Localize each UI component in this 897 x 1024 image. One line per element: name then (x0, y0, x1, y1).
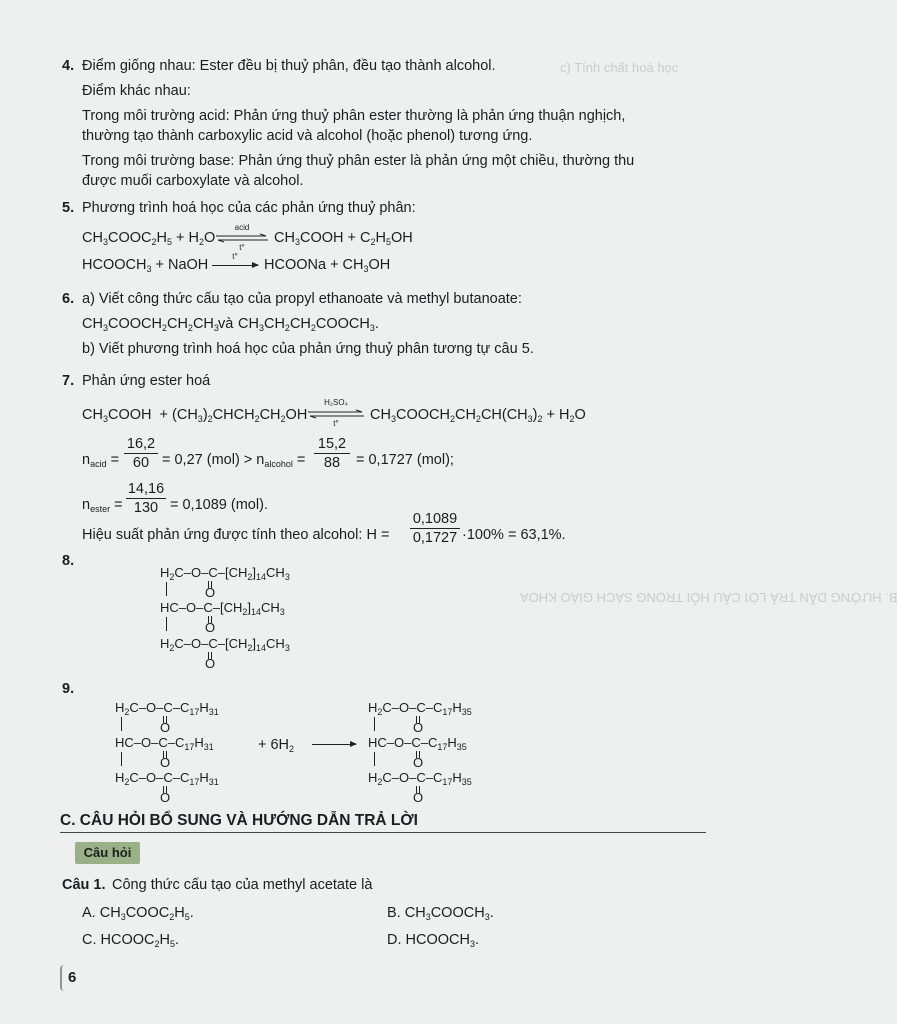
q9-reagent: + $6H_2$ (258, 737, 295, 754)
q7-temp: t° (333, 419, 339, 428)
textbook-page: c) Tính chất hoá học B. HƯỚNG DẪN TRẢ LỜI CÂU HỎI TRONG SÁCH GIÁO KHOA 4. Điểm giống nhau: Ester đều bị thuỷ phân, đều tạo thành alcohol. Điểm khác nhau: Trong môi trường acid: Phản ứng thuỷ phân ester thường là phản ứng thuận nghịch, thường tạo thành carboxylic acid và alcohol (hoặc phenol) tương ứng. Trong môi trường base: Phản ứng thuỷ phân ester là phản ứng một chiều, thường thu được muối carboxylate và alcohol. 5. Phương trình hoá học của các phản ứng thuỷ phân: $CH_3COOC_2H_5 + H_2O$ acid t° $CH_3COOH + C_2H_5OH$ $HCOOCH_3$ + NaOH t° HCOONa + $CH_3OH$ 6. a) Viết công thức cấu tạo của propyl ethanoate và methyl butanoate: $CH_3COOCH_2CH_2CH_3$ và $CH_3CH_2CH_2COOCH_3$. b) Viết phương trình hoá học của phản ứng thuỷ phân tương tự câu 5. 7. Phản ứng ester hoá $CH_3COOH$ + $(CH_3)_2CHCH_2CH_2OH$ H₂SO₄ t° $CH_3COOCH_2CH_2CH(CH_3)_2 + H_2O$ $n_{acid}$ = 16,2 60 = 0,27 $(mol) > n_{alcohol}$ = 15,2 88 = 0,1727 (mol); $n_{ester}$ = 14,16 130 = 0,1089 (mol). Hiệu suất phản ứng được tính theo alcohol: H = 0,1089 0,1727 ·100% = 63,1%. 8. $H_2C-O-C-[CH_2]_{14}CH_3$ O $HC-O-C-[CH_2]_{14}CH_3$ O $H_2C-O-C-[CH_2]_{14}CH_3$ O 9. $H_2C-O-C-C_{17}H_{31}$ O $HC-O-C-C_{17}H_{31}$ O $H_2C-O-C-C_{17}H_{31}$ O + $6H_2$ $H_2C-O-C-C_{17}H_{35}$ O $HC-O-C-C_{17}H_{35}$ O $H_2C-O-C-C_{17}H_{35}$ O C. CÂU HỎI BỔ SUNG VÀ HƯỚNG DẪN TRẢ LỜI Câu hỏi Câu 1. Công thức cấu tạo của methyl acetate là A. $CH_3COOC_2H_5$. B. $CH_3COOCH_3$. C. $HCOOC_2H_5$. D. $HCOOCH_3$. 6 (0, 0, 706, 1024)
n-alcohol-fraction (314, 436, 350, 471)
page-number: 6 (60, 965, 82, 991)
n-acid-fraction (124, 436, 158, 471)
n-ester-fraction (126, 481, 166, 516)
q4-base-line1: Trong môi trường base: Phản ứng thuỷ phân ester là phản ứng một chiều, thường thu (82, 153, 635, 169)
n-acid-denominator: 60 (132, 455, 150, 471)
q4-number: 4. (62, 58, 75, 74)
q7-yield-text: Hiệu suất phản ứng được tính theo alcohol: H = (82, 527, 390, 543)
n-ester-denominator: 130 (133, 500, 159, 516)
q4-diff-label: Điểm khác nhau: (82, 83, 191, 99)
yield-fraction (410, 511, 460, 546)
n-ester-label: $n_{ester}$ = (82, 497, 123, 514)
yield-numerator: 0,1089 (412, 511, 458, 527)
forward-arrow-icon (212, 265, 258, 266)
q7-equation-right: $CH_3COOCH_2CH_2CH(CH_3)_2 + H_2O$ (370, 407, 586, 424)
yield-denominator: 0,1727 (412, 530, 458, 546)
bleed-through-text: c) Tính chất hoá học (560, 60, 679, 75)
q9-number: 9. (62, 681, 75, 697)
q7-catalyst: H₂SO₄ (324, 398, 348, 407)
option-b: B. $CH_3COOCH_3$. (387, 905, 494, 922)
option-a: A. $CH_3COOC_2H_5$. (82, 905, 194, 922)
q5-number: 5. (62, 200, 75, 216)
n-alcohol-denominator: 88 (323, 455, 341, 471)
yield-result: ·100% = 63,1%. (462, 527, 566, 543)
q4-acid-line1: Trong môi trường acid: Phản ứng thuỷ phân ester thường là phản ứng thuận nghịch, (82, 108, 626, 124)
n-acid-result: = 0,27 $(mol) > n_{alcohol}$ = (162, 452, 306, 469)
bleed-through-text: B. HƯỚNG DẪN TRẢ LỜI CÂU HỎI TRONG SÁCH GIÁO KHOA (520, 590, 897, 605)
section-c-heading: C. CÂU HỎI BỔ SUNG VÀ HƯỚNG DẪN TRẢ LỜI (60, 812, 418, 829)
n-alcohol-result: = 0,1727 (mol); (356, 452, 454, 468)
q5-equation1-left: $CH_3COOC_2H_5 + H_2O$ (82, 230, 216, 247)
q5-equation1-right: $CH_3COOH + C_2H_5OH$ (274, 230, 413, 247)
forward-arrow-icon (312, 744, 356, 745)
q6-part-a: a) Viết công thức cấu tạo của propyl ethanoate và methyl butanoate: (82, 291, 522, 307)
n-acid-numerator: 16,2 (126, 436, 156, 452)
q6-part-b: b) Viết phương trình hoá học của phản ứng thuỷ phân tương tự câu 5. (82, 341, 534, 357)
n-acid-label: $n_{acid}$ = (82, 452, 120, 469)
reversible-arrow-icon (308, 410, 364, 418)
q4-acid-line2: thường tạo thành carboxylic acid và alcohol (hoặc phenol) tương ứng. (82, 128, 533, 144)
q5-eq2-temp: t° (232, 252, 238, 261)
questions-tag: Câu hỏi (75, 842, 140, 864)
c-q1-text: Công thức cấu tạo của methyl acetate là (112, 877, 373, 893)
q5-equation2-right: HCOONa + $CH_3OH$ (264, 257, 391, 274)
n-ester-numerator: 14,16 (127, 481, 165, 497)
option-d: D. $HCOOCH_3$. (387, 932, 480, 949)
q5-eq1-catalyst: acid (234, 223, 250, 232)
q7-text: Phản ứng ester hoá (82, 373, 211, 389)
q5-equation2-left: $HCOOCH_3$ + NaOH (82, 257, 209, 274)
c-q1-label: Câu 1. (62, 877, 106, 893)
q6-number: 6. (62, 291, 75, 307)
q5-text: Phương trình hoá học của các phản ứng thuỷ phân: (82, 200, 416, 216)
q6-formula1: $CH_3COOCH_2CH_2CH_3$ (82, 316, 219, 333)
q6-formula2: $CH_3CH_2CH_2COOCH_3$. (238, 316, 379, 333)
q4-similarity: Điểm giống nhau: Ester đều bị thuỷ phân, đều tạo thành alcohol. (82, 58, 496, 74)
option-c: C. $HCOOC_2H_5$. (82, 932, 180, 949)
q7-equation-left: $CH_3COOH$ + $(CH_3)_2CHCH_2CH_2OH$ (82, 407, 308, 424)
q4-base-line2: được muối carboxylate và alcohol. (82, 173, 304, 189)
section-divider (60, 832, 706, 833)
n-alcohol-numerator: 15,2 (317, 436, 347, 452)
q7-number: 7. (62, 373, 75, 389)
reversible-arrow-icon (216, 234, 268, 242)
q8-number: 8. (62, 553, 75, 569)
q6-and: và (218, 316, 234, 332)
q5-eq1-temp: t° (239, 243, 245, 252)
n-ester-result: = 0,1089 (mol). (170, 497, 268, 513)
